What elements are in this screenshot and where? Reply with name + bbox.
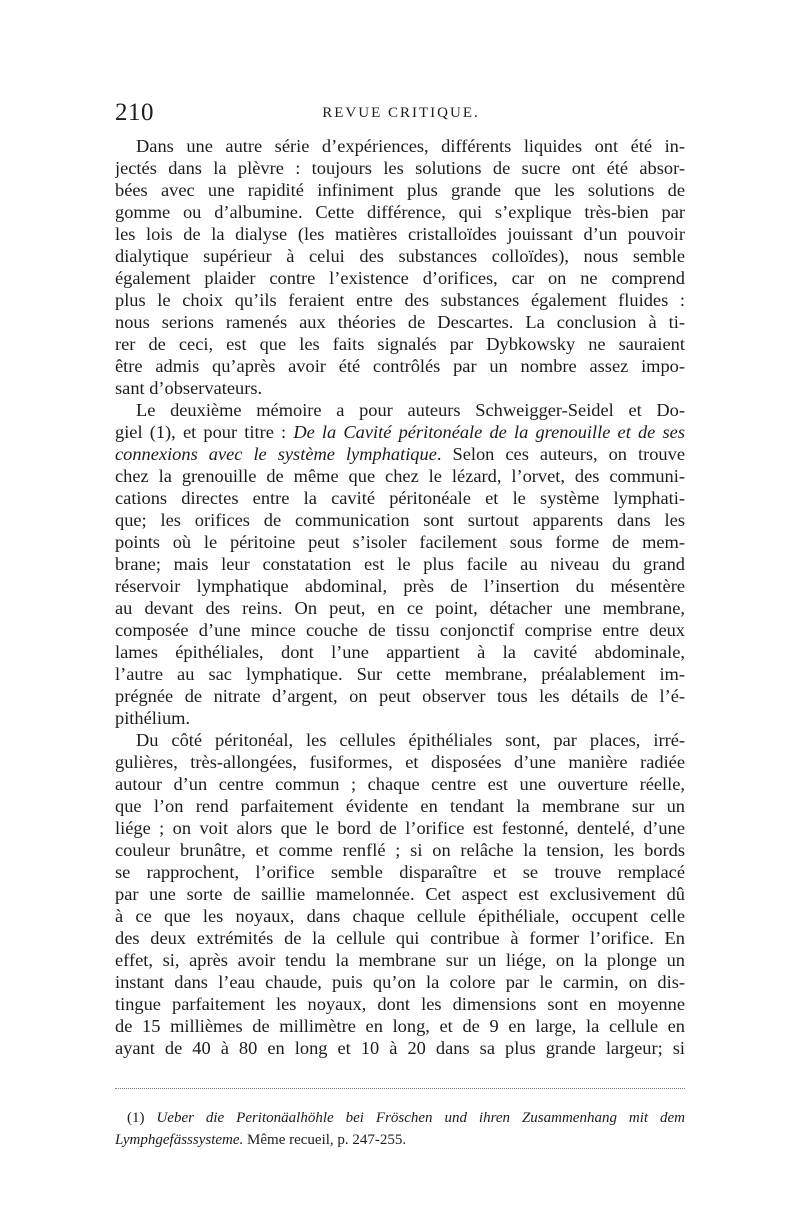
text-line: que; les orifices de communication sont surtout apparents dans les [115, 510, 685, 530]
text-line: composée d’une mince couche de tissu conjonctif comprise entre deux [115, 620, 685, 640]
text-line: lames épithéliales, dont l’une appartient à la cavité abdominale, [115, 642, 685, 662]
text-line: instant dans l’eau chaude, puis qu’on la colore par le carmin, on dis- [115, 972, 685, 992]
text-line: au devant des reins. On peut, en ce point, détacher une membrane, [115, 598, 685, 618]
text-line: par une sorte de saillie mamelonnée. Cet aspect est exclusivement dû [115, 884, 685, 904]
text-line: sant d’observateurs. [115, 378, 263, 398]
text-line: bées avec une rapidité infiniment plus grande que les solutions de [115, 180, 685, 200]
text-line: dialytique supérieur à celui des substances colloïdes), nous semble [115, 246, 685, 266]
text-line: pithélium. [115, 708, 191, 728]
text-line: prégnée de nitrate d’argent, on peut observer tous les détails de l’é- [115, 686, 685, 706]
text-segment: giel (1), et pour titre : [115, 422, 287, 442]
text-line: l’autre au sac lymphatique. Sur cette membrane, préalablement im- [115, 664, 685, 684]
memoir-title-italic: connexions avec le système lymphatique [115, 444, 437, 464]
footnote-title-italic: Ueber die Peritonäalhöhle bei Fröschen und ihren Zusammenhang mit dem [156, 1110, 685, 1126]
text-line: rer de ceci, est que les faits signalés par Dybkowsky ne sauraient [115, 334, 685, 354]
text-line: réservoir lymphatique abdominal, près de l’insertion du mésentère [115, 576, 685, 596]
text-line: ayant de 40 à 80 en long et 10 à 20 dans sa plus grande largeur; si [115, 1038, 685, 1058]
text-line: autour d’un centre commun ; chaque centre est une ouverture réelle, [115, 774, 685, 794]
text-segment: . Selon ces auteurs, on trouve [436, 444, 685, 464]
text-line: se rapprochent, l’orifice semble disparaître et se trouve remplacé [115, 862, 685, 882]
text-line: effet, si, après avoir tendu la membrane sur un liége, on la plonge un [115, 950, 685, 970]
text-line: chez la grenouille de même que chez le lézard, l’orvet, des communi- [115, 466, 685, 486]
text-line: brane; mais leur constatation est le plus facile au niveau du grand [115, 554, 685, 574]
text-line: Le deuxième mémoire a pour auteurs Schweigger-Seidel et Do- [136, 400, 685, 420]
text-line: gulières, très-allongées, fusiformes, et disposées d’une manière radiée [115, 752, 685, 772]
footnote-rule [115, 1088, 685, 1089]
text-line: de 15 millièmes de millimètre en long, et de 9 en large, la cellule en [115, 1016, 685, 1036]
text-line: jectés dans la plèvre : toujours les solutions de sucre ont été absor- [115, 158, 685, 178]
running-title: REVUE CRITIQUE. [322, 105, 480, 121]
text-line: Du côté péritonéal, les cellules épithéliales sont, par places, irré- [136, 730, 685, 750]
footnote-line [127, 1108, 685, 1128]
text-line-with-title [115, 421, 685, 443]
text-line: Dans une autre série d’expériences, différents liquides ont été in- [136, 136, 685, 156]
memoir-title-italic: De la Cavité péritonéale de la grenouille et de ses [293, 422, 685, 442]
text-line: tingue parfaitement les noyaux, dont les dimensions sont en moyenne [115, 994, 685, 1014]
text-line: liége ; on voit alors que le bord de l’orifice est festonné, dentelé, d’une [115, 818, 685, 838]
text-line: également plaider contre l’existence d’orifices, car on ne comprend [115, 268, 685, 288]
footnote-title-italic: Lymphgefässsysteme. [115, 1132, 244, 1148]
footnote-marker: (1) [127, 1110, 145, 1126]
text-line-with-title [115, 443, 685, 465]
footnote-source: Même recueil, p. 247-255. [243, 1132, 407, 1148]
text-line: que l’on rend parfaitement évidente en tendant la membrane sur un [115, 796, 685, 816]
text-line: les lois de la dialyse (les matières cristalloïdes jouissant d’un pouvoir [115, 224, 685, 244]
text-line: cations directes entre la cavité péritonéale et le système lymphati- [115, 488, 685, 508]
text-line: à ce que les noyaux, dans chaque cellule épithéliale, occupent celle [115, 906, 685, 926]
text-line: nous serions ramenés aux théories de Descartes. La conclusion à ti- [115, 312, 685, 332]
text-line: être admis qu’après avoir été contrôlés par un nombre assez impo- [115, 356, 685, 376]
footnote-line [115, 1130, 685, 1150]
text-line: gomme ou d’albumine. Cette différence, qui s’explique très-bien par [115, 202, 685, 222]
text-line: des deux extrémités de la cellule qui contribue à former l’orifice. En [115, 928, 685, 948]
text-line: plus le choix qu’ils feraient entre des substances également fluides : [115, 290, 685, 310]
text-line: points où le péritoine peut s’isoler facilement sous forme de mem- [115, 532, 685, 552]
page-header [115, 98, 687, 128]
text-line: couleur brunâtre, et comme renflé ; si on relâche la tension, les bords [115, 840, 685, 860]
page-number: 210 [115, 99, 154, 126]
